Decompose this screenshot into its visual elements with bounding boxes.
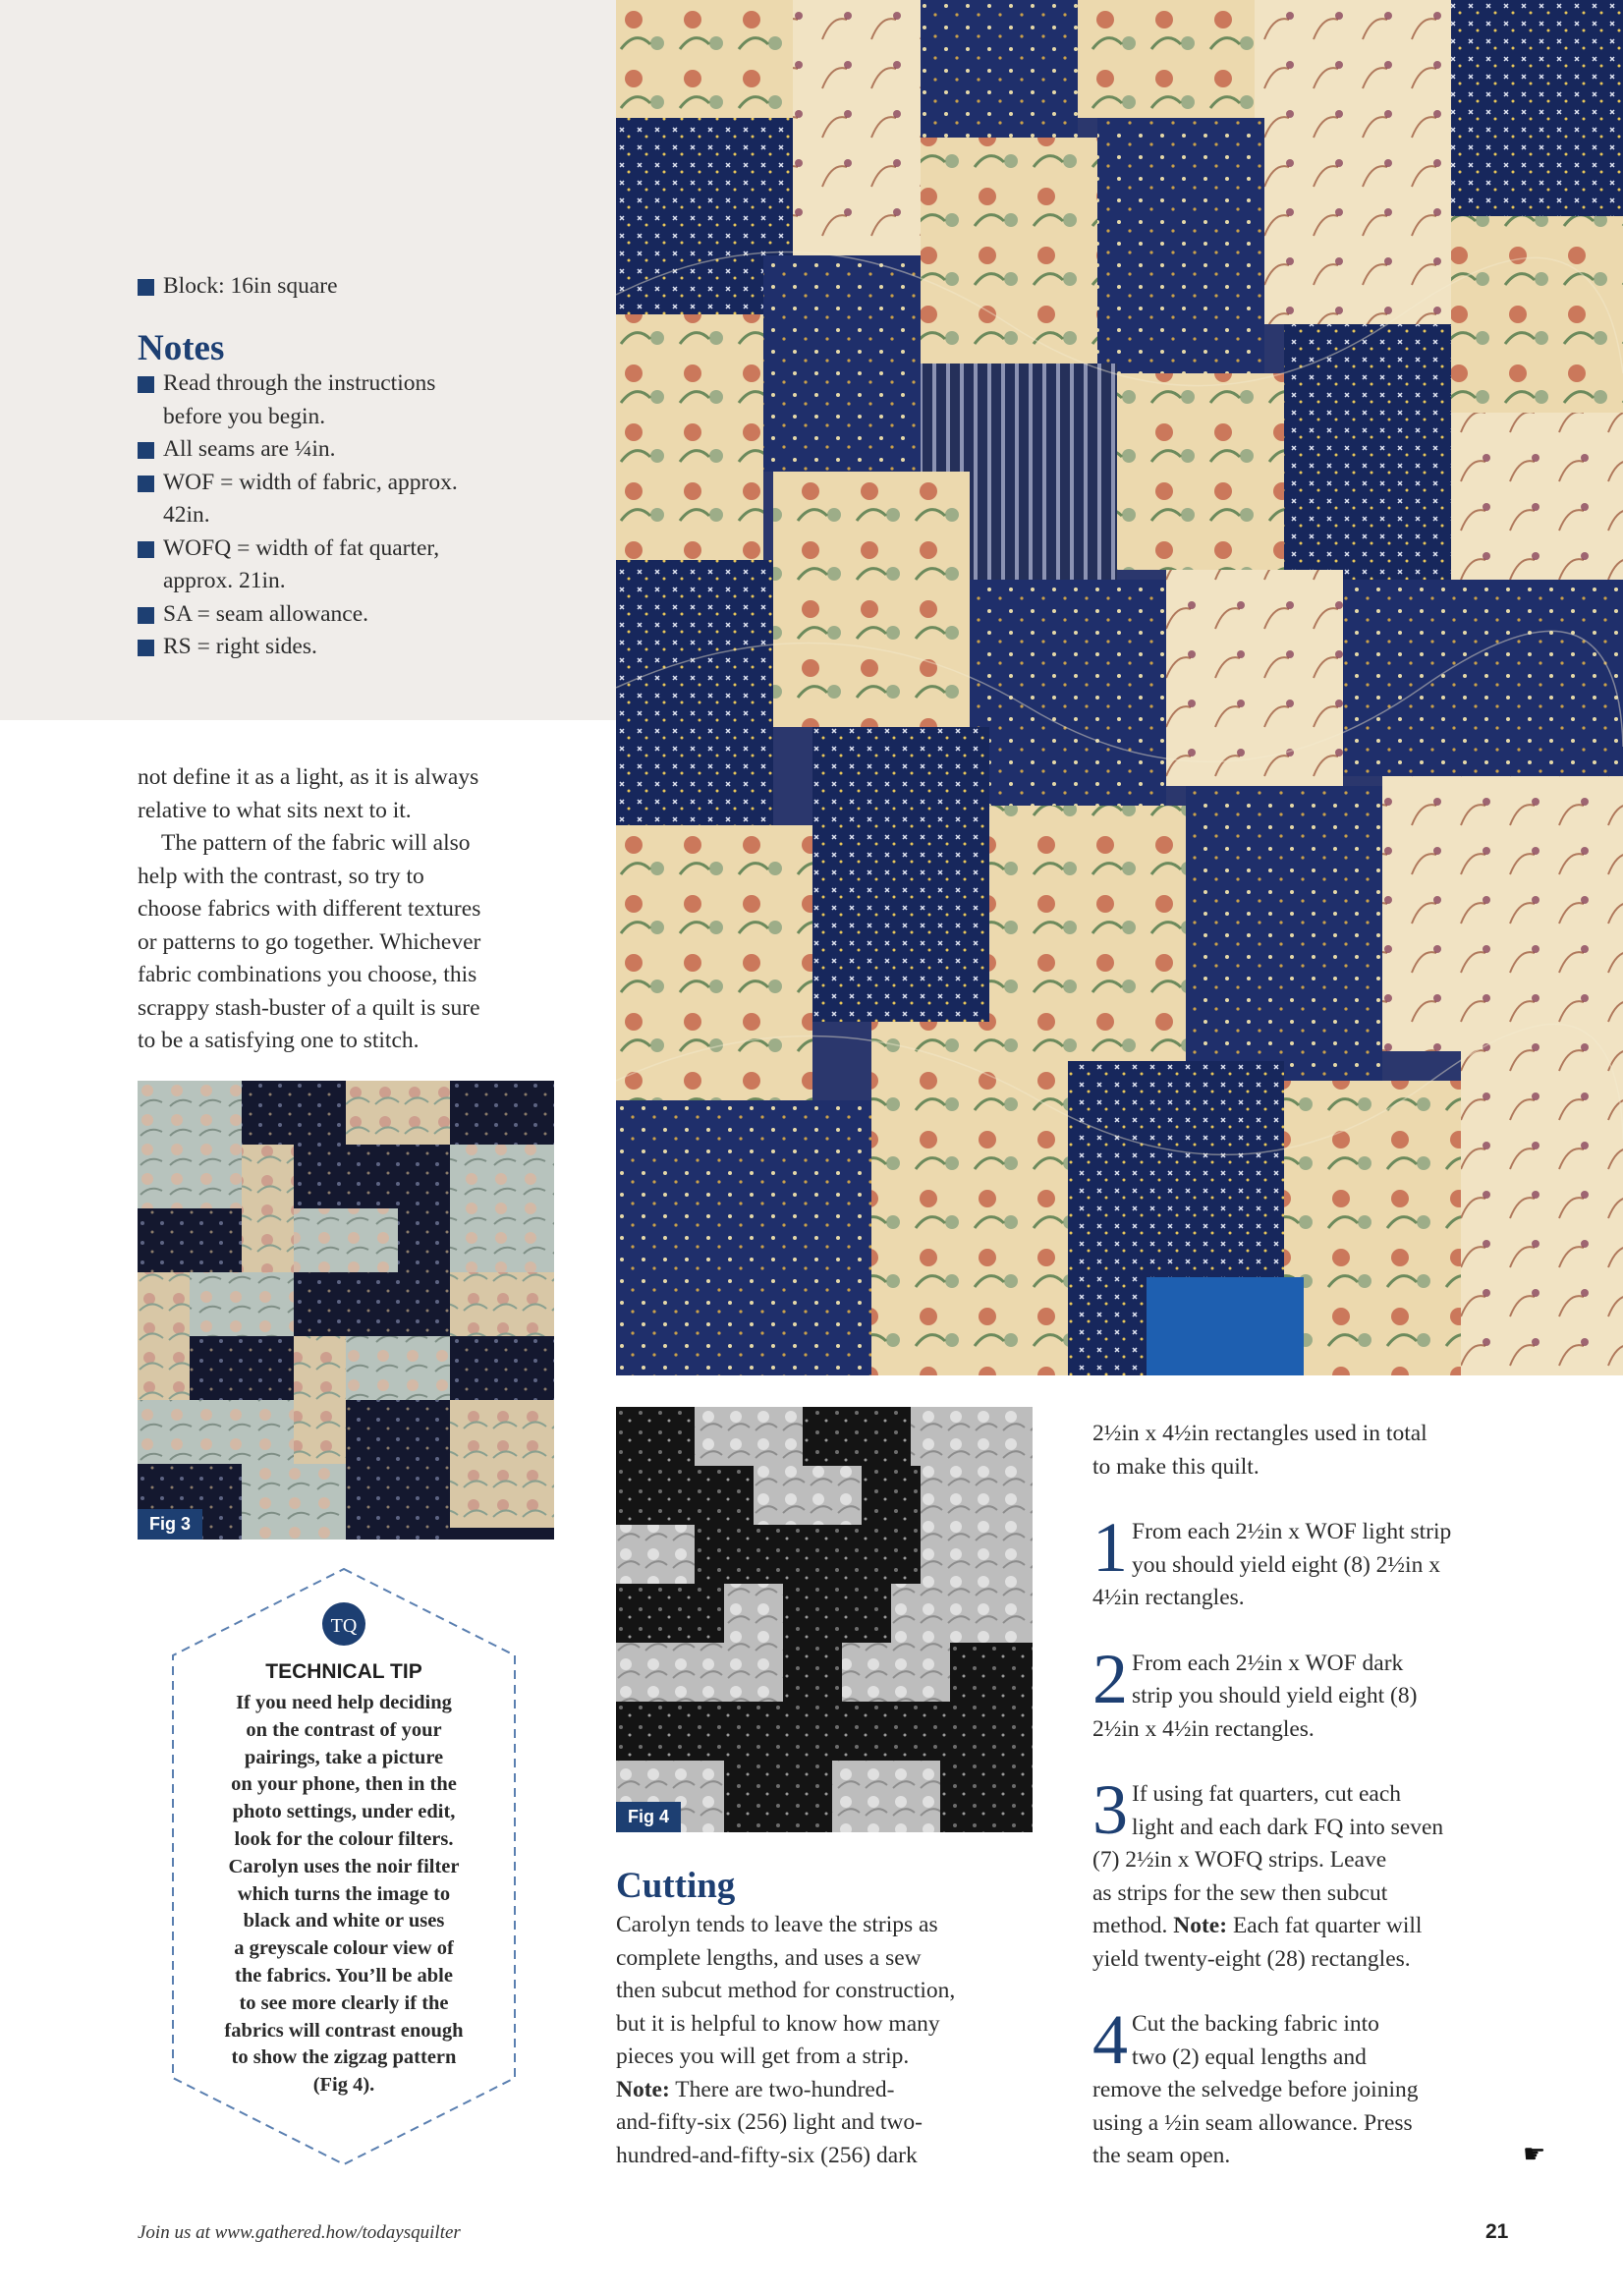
fig-4-label: Fig 4 — [616, 1802, 681, 1832]
continue-arrow-icon: ☛ — [1523, 2140, 1546, 2168]
tip-title: TECHNICAL TIP — [265, 1660, 422, 1683]
bullet-icon — [138, 541, 154, 558]
fig-3-graphic — [138, 1081, 554, 1540]
notes-item: WOFQ = width of fat quarter, approx. 21in. — [138, 532, 599, 598]
step-4: 4 Cut the backing fabric into two (2) equal lengths and remove the selvedge before joining using a ½in seam allowance. Press the seam open. — [1092, 2000, 1419, 2168]
tip-body: If you need help deciding on the contrast of your pairings, take a picture on your phone, then in the photo settings, under edit, look for the colour filters. Carolyn uses the noir filter which turns the image to black and white or uses a greyscale colour view of the fabrics. You’ll be able to see more clearly if the fabrics will contrast enough to show the zigzag pattern (Fig 4). — [224, 1692, 464, 2097]
notes-item: All seams are ¼in. — [138, 433, 599, 467]
bullet-icon — [138, 376, 154, 393]
bullet-icon — [138, 476, 154, 492]
step-1: 1 From each 2½in x WOF light strip you should yield eight (8) 2½in x 4½in rectangles. — [1092, 1508, 1452, 1610]
fig-3-image — [138, 1081, 554, 1540]
bullet-icon — [138, 442, 154, 459]
notes-item: RS = right sides. — [138, 631, 599, 664]
block-size-line: Block: 16in square — [138, 270, 338, 304]
cutting-heading: Cutting — [616, 1866, 736, 1906]
page-number: 21 — [1485, 2220, 1509, 2243]
notes-item: SA = seam allowance. — [138, 598, 599, 632]
notes-heading: Notes — [138, 328, 225, 368]
fig-4-graphic — [616, 1407, 1033, 1832]
right-column — [1092, 1418, 1525, 2173]
intro-paragraph: not define it as a light, as it is always relative to what sits next to it. The pattern of the fabric will also help with the contrast, so try to choose fabrics with different textures or patterns to go together. Whichever fabric combinations you choose, this scrappy stash-buster of a quilt is sure to be a satisfying one to stitch. — [138, 764, 481, 1053]
notes-item: Read through the instructions before you begin. — [138, 367, 599, 433]
step-number: 2 — [1092, 1639, 1128, 1718]
bullet-icon — [138, 279, 154, 296]
step-number: 1 — [1092, 1508, 1128, 1587]
step-number: 4 — [1092, 2000, 1128, 2079]
step-2: 2 From each 2½in x WOF dark strip you should yield eight (8) 2½in x 4½in rectangles. — [1092, 1639, 1418, 1742]
step-3: 3 If using fat quarters, cut each light and each dark FQ into seven (7) 2½in x WOFQ strips. Leave as strips for the sew then subcut method. Note: Each fat quarter will yield twenty-eight (28) rectangles. — [1092, 1770, 1444, 1972]
footer-website: Join us at www.gathered.how/todaysquilter — [138, 2222, 461, 2243]
quilt-photo — [616, 0, 1623, 1375]
fig-3-label: Fig 3 — [138, 1509, 202, 1540]
notes-list — [138, 367, 599, 664]
notes-item: WOF = width of fabric, approx. 42in. — [138, 467, 599, 532]
fig-4-image — [616, 1407, 1033, 1832]
bullet-icon — [138, 607, 154, 624]
quilt-photo-graphic — [616, 0, 1623, 1375]
step-number: 3 — [1092, 1770, 1128, 1849]
bullet-icon — [138, 640, 154, 656]
continued-text: 2½in x 4½in rectangles used in total to make this quilt. — [1092, 1421, 1427, 1480]
tq-badge-text: TQ — [330, 1615, 358, 1637]
cutting-paragraph: Carolyn tends to leave the strips as complete lengths, and uses a sew then subcut method for construction, but it is helpful to know how many pieces you will get from a strip. Note: There are two-hundred- and-fifty-six (256) light and two- hundred-and-fifty-six (256) dark — [616, 1912, 956, 2168]
